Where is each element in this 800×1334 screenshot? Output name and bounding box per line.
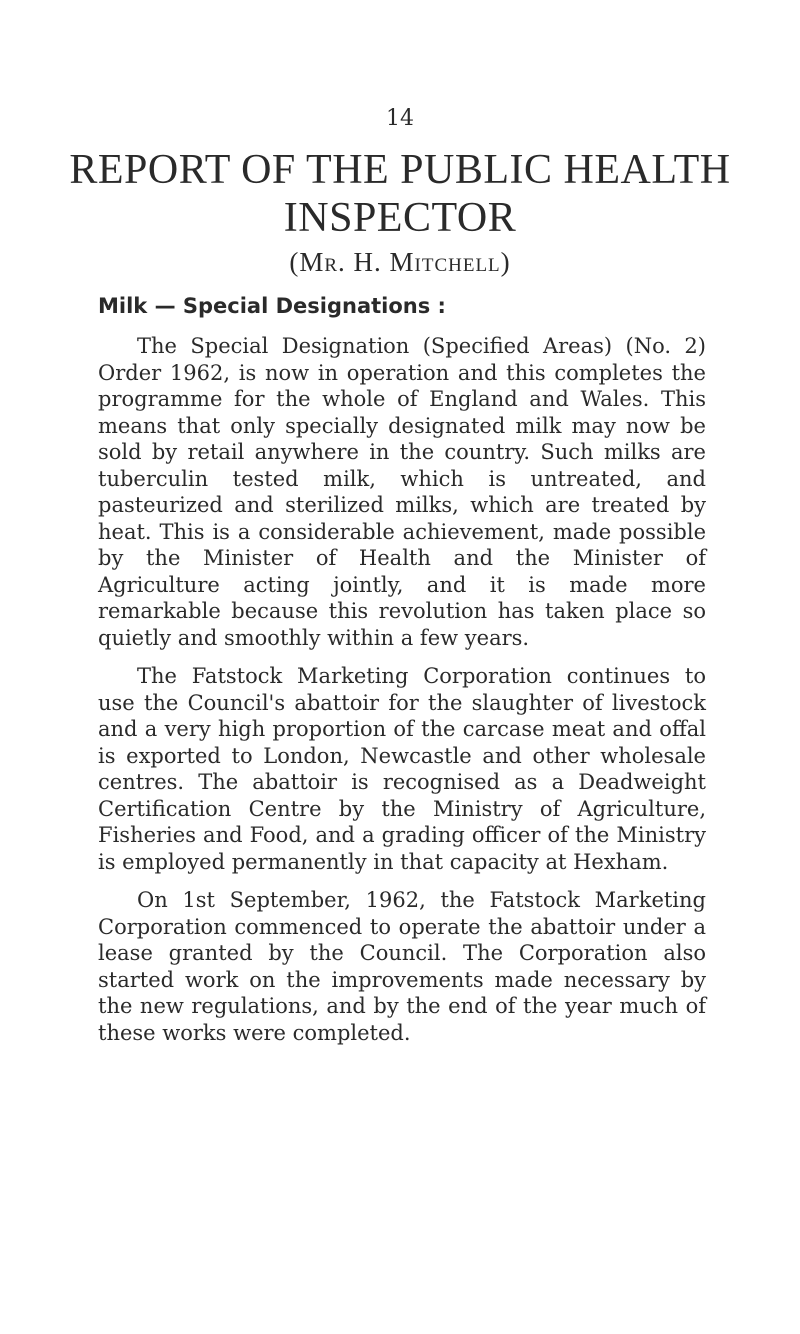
- paragraph-special-designation: The Special Designation (Specified Areas) (No. 2) Order 1962, is now in operation and this completes the programme for the whole of England and Wales. This means that only specially designated milk may now be sold by retail anywhere in the country. Such milks are tuberculin tested milk, which is untreated, and pasteurized and sterilized milks, which are treated by heat. This is a considerable achievement, made possible by the Minister of Health and the Minister of Agriculture acting jointly, and it is made more remarkable because this revolution has taken place so quietly and smoothly within a few years.: [98, 334, 706, 650]
- report-title: REPORT OF THE PUBLIC HEALTH INSPECTOR: [69, 147, 731, 241]
- page-number: 14: [386, 106, 414, 131]
- report-author: (Mr. H. Mitchell): [289, 247, 511, 277]
- report-body: [98, 333, 706, 1058]
- section-heading: Milk — Special Designations :: [98, 294, 446, 318]
- paragraph-fatstock-abattoir: The Fatstock Marketing Corporation continues to use the Council's abattoir for the slaughter of livestock and a very high proportion of the carcase meat and offal is exported to London, Newcastle and other wholesale centres. The abattoir is recognised as a Deadweight Certification Centre by the Ministry of Agriculture, Fisheries and Food, and a grading officer of the Ministry is employed permanently in that capacity at Hexham.: [98, 664, 706, 874]
- paragraph-lease: On 1st September, 1962, the Fatstock Marketing Corporation commenced to operate the abattoir under a lease granted by the Council. The Corporation also started work on the improvements made necessary by the new regulations, and by the end of the year much of these works were completed.: [98, 888, 706, 1045]
